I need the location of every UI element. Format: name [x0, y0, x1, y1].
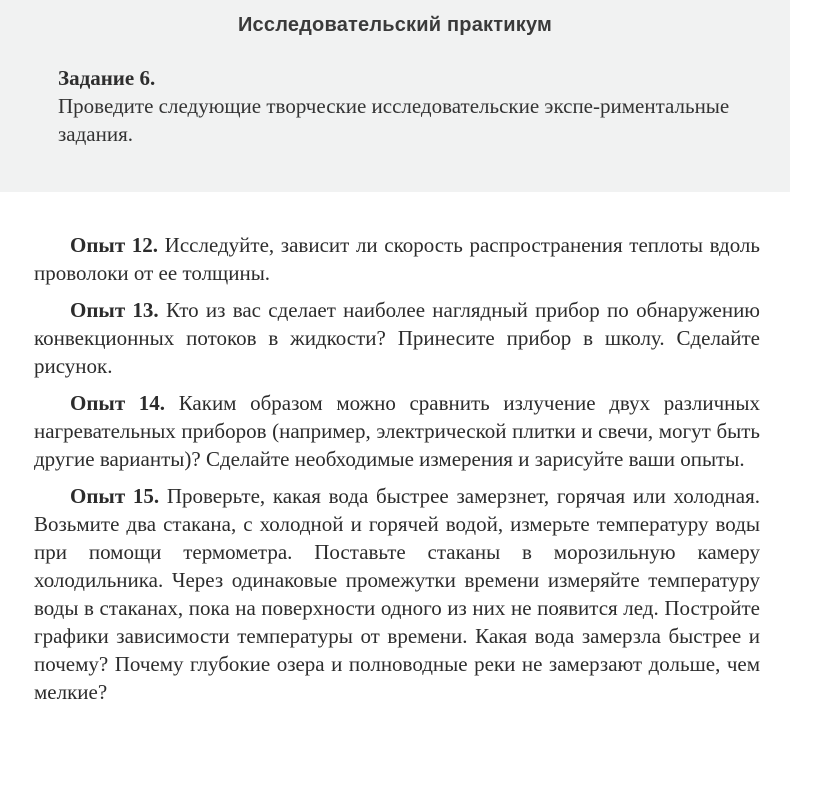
experiment-12	[34, 231, 760, 287]
experiment-14	[34, 389, 760, 473]
task-text: Проведите следующие творческие исследовательские экспе-риментальные задания.	[58, 94, 730, 146]
experiments-list	[34, 231, 760, 715]
experiment-text: Каким образом можно сравнить излучение двух различных нагревательных приборов (например, электрической плитки и свечи, могут быть другие варианты)? Сделайте необходимые измерения и зарисуйте ваши опыты.	[34, 391, 760, 471]
section-title: Исследовательский практикум	[237, 14, 553, 36]
experiment-text: Исследуйте, зависит ли скорость распространения теплоты вдоль проволоки от ее толщины.	[34, 233, 760, 285]
experiment-label: Опыт 13.	[70, 298, 159, 322]
task-label: Задание 6.	[58, 66, 156, 90]
experiment-text: Кто из вас сделает наиболее наглядный прибор по обнаружению конвекционных потоков в жидкости? Принесите прибор в школу. Сделайте рисунок.	[34, 298, 760, 378]
experiment-label: Опыт 15.	[70, 484, 160, 508]
experiment-text: Проверьте, какая вода быстрее замерзнет, горячая или холодная. Возьмите два стакана, с холодной и горячей водой, измерьте температуру воды при помощи термометра. Поставьте стаканы в морозильную камеру холодильника. Через одинаковые промежутки времени измеряйте температуру воды в стаканах, пока на поверхности одного из них не появится лед. Постройте графики зависимости температуры от времени. Какая вода замерзла быстрее и почему? Почему глубокие озера и полноводные реки не замерзают дольше, чем мелкие?	[34, 484, 760, 704]
experiment-label: Опыт 14.	[70, 391, 166, 415]
experiment-13	[34, 296, 760, 380]
experiment-15	[34, 482, 760, 706]
experiment-label: Опыт 12.	[70, 233, 159, 257]
